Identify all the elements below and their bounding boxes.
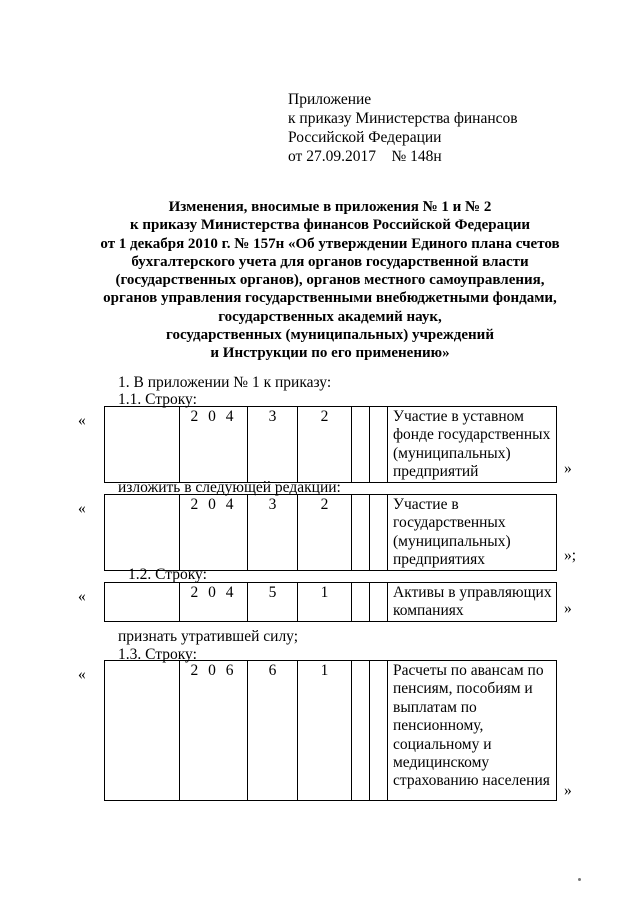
close-quote: »; (564, 547, 577, 564)
account-cell (370, 661, 388, 801)
appendix-line: Приложение (288, 91, 372, 108)
open-quote: « (78, 412, 86, 429)
account-code-cell: 2 (298, 407, 352, 483)
title-line: (государственных органов), органов местного самоуправления, (115, 272, 545, 289)
account-cell (352, 661, 370, 801)
document-title (60, 198, 600, 363)
close-quote: » (564, 600, 572, 617)
paragraph-invalidate: признать утратившей силу; (118, 628, 299, 645)
account-code-cell: 1 (298, 583, 352, 622)
appendix-line: Российской Федерации (288, 129, 442, 146)
title-line: государственных (муниципальных) учреждений (166, 327, 494, 344)
account-cell (370, 407, 388, 483)
account-code-cell: 2 0 4 (180, 583, 248, 622)
account-name-cell: Активы в управляющих компаниях (388, 583, 557, 622)
title-line: к приказу Министерства финансов Российской Федерации (129, 217, 531, 234)
open-quote: « (78, 588, 86, 605)
account-name-cell: Участие в государственных (муниципальных) предприятиях (388, 495, 557, 571)
account-code-cell: 3 (248, 495, 298, 571)
close-quote: » (564, 782, 572, 799)
scan-speck (578, 878, 581, 881)
account-code-cell: 2 0 4 (180, 407, 248, 483)
account-cell (352, 407, 370, 483)
account-cell (105, 495, 180, 571)
title-line: и Инструкции по его применению» (210, 345, 450, 362)
account-cell (352, 495, 370, 571)
account-row-table-4 (104, 660, 557, 801)
appendix-line: от 27.09.2017 № 148н (288, 148, 442, 165)
open-quote: « (78, 500, 86, 517)
account-cell (352, 583, 370, 622)
account-code-cell: 2 0 6 (180, 661, 248, 801)
title-line: от 1 декабря 2010 г. № 157н «Об утверждении Единого плана счетов (100, 235, 560, 252)
paragraph-item-1-2: 1.2. Строку: (128, 566, 207, 583)
paragraph-state-new: изложить в следующей редакции: (118, 479, 341, 496)
title-line: органов управления государственными внебюджетными фондами, (103, 290, 557, 307)
account-cell (370, 495, 388, 571)
open-quote: « (78, 666, 86, 683)
account-code-cell: 2 0 4 (180, 495, 248, 571)
account-row-table-1 (104, 406, 557, 483)
paragraph-item-1: 1. В приложении № 1 к приказу: (118, 374, 332, 391)
account-cell (370, 583, 388, 622)
account-name-cell: Расчеты по авансам по пенсиям, пособиям и выплатам по пенсионному, социальному и медицинскому страхованию населения (388, 661, 557, 801)
account-code-cell: 5 (248, 583, 298, 622)
close-quote: » (564, 460, 572, 477)
account-row-table-2 (104, 494, 557, 571)
account-cell (105, 661, 180, 801)
account-code-cell: 2 (298, 495, 352, 571)
title-line: государственных академий наук, (218, 308, 442, 325)
paragraph-item-1-1: 1.1. Строку: (118, 391, 197, 408)
account-cell (105, 583, 180, 622)
paragraph-item-1-3: 1.3. Строку: (118, 646, 197, 663)
title-line: бухгалтерского учета для органов государственной власти (131, 253, 529, 270)
account-code-cell: 6 (248, 661, 298, 801)
title-line: Изменения, вносимые в приложения № 1 и № 2 (168, 199, 492, 215)
appendix-header (288, 90, 518, 166)
account-cell (105, 407, 180, 483)
account-code-cell: 3 (248, 407, 298, 483)
account-row-table-3 (104, 582, 557, 622)
account-name-cell: Участие в уставном фонде государственных (муниципальных) предприятий (388, 407, 557, 483)
appendix-line: к приказу Министерства финансов (288, 110, 518, 127)
account-code-cell: 1 (298, 661, 352, 801)
